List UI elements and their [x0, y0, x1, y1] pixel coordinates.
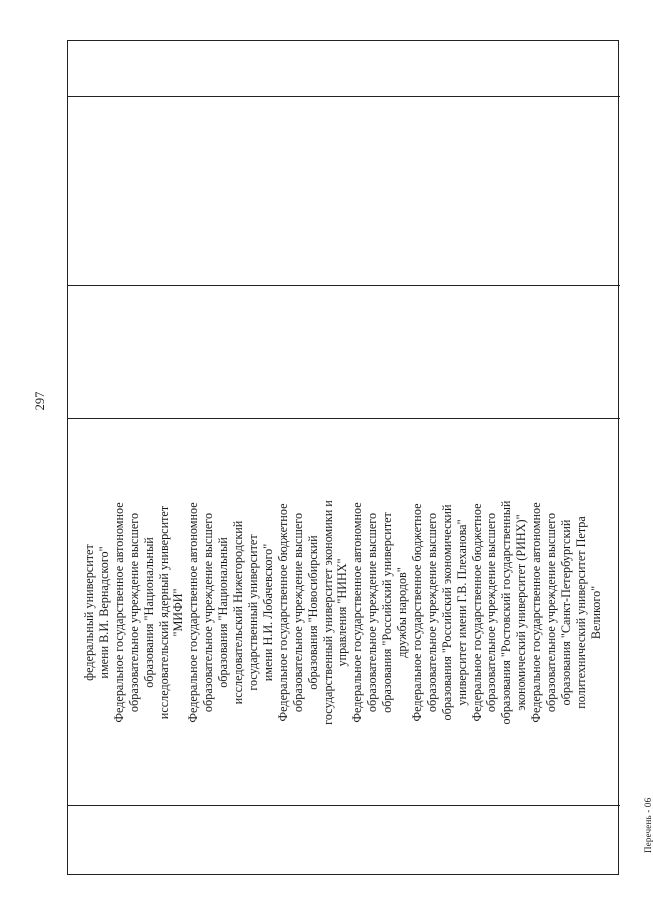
organization-entry: Федеральное государственное автономное образовательное учреждение высшего образования "Национальный исследовательский Нижегородский государственный университет имени Н.И. Лобачевского" — [186, 502, 275, 723]
page-number: 297 — [33, 391, 47, 411]
column-divider — [68, 285, 620, 286]
rotated-table-frame — [33, 40, 653, 875]
footer-label: Перечень - 06 — [643, 797, 653, 853]
organization-entry: Федеральное государственное бюджетное образовательное учреждение высшего образования "Ростовский государственный экономический университет (РИНХ)" — [469, 500, 529, 725]
organization-entry: федеральный университет имени В.И. Вернадского" — [82, 544, 111, 681]
organization-entry: Федеральное государственное автономное образовательное учреждение высшего образования "Национальный исследовательский ядерный университет "МИФИ" — [111, 502, 186, 723]
organization-entry: Федеральное государственное бюджетное образовательное учреждение высшего образования "Российский экономический университет имени Г.В. Плеханова" — [409, 503, 469, 722]
organization-entry: Федеральное государственное автономное образовательное учреждение высшего образования "Российский университет дружбы народов" — [350, 502, 410, 723]
column-divider — [68, 96, 620, 97]
organization-entry: Федеральное государственное автономное образовательное учреждение высшего образования "Санкт-Петербургский политехнический университет Петра Великого" — [529, 502, 603, 723]
organization-entry: Федеральное государственное бюджетное образовательное учреждение высшего образования "Новосибирский государственный университет экономики и управления "НИНХ" — [275, 500, 350, 725]
organization-column — [68, 419, 620, 806]
table-grid — [67, 40, 619, 875]
